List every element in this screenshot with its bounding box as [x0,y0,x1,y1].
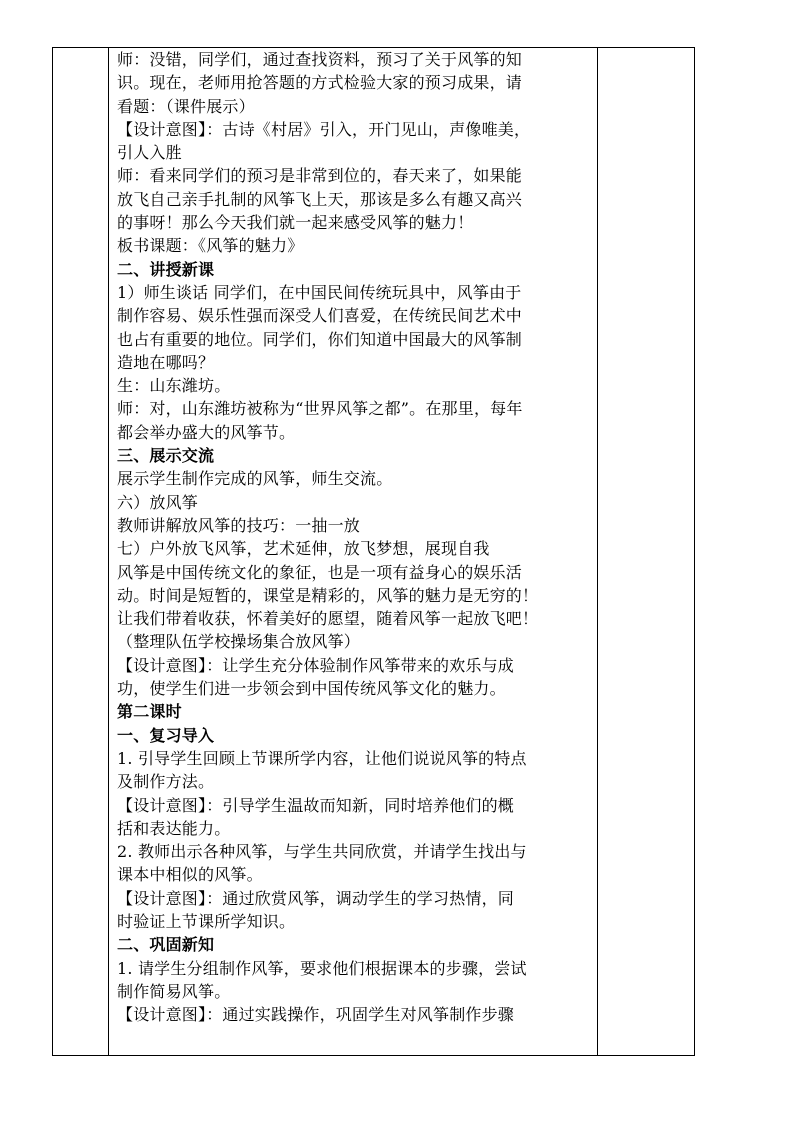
text-line: 也占有重要的地位。同学们，你们知道中国最大的风筝制 [117,329,523,349]
text-line: 都会举办盛大的风筝节。 [117,422,296,442]
text-line: 让我们带着收获，怀着美好的愿望，随着风筝一起放飞吧！ [117,609,539,629]
text-line: 时验证上节课所学知识。 [117,911,296,931]
section-heading: 一、复习导入 [117,725,215,745]
text-line: 及制作方法。 [117,772,215,792]
text-line: 【设计意图】：通过实践操作，巩固学生对风筝制作步骤 [117,1005,515,1025]
section-heading: 第二课时 [117,702,182,722]
text-line: 【设计意图】：古诗《村居》引入，开门见山，声像唯美， [117,119,531,139]
text-line: 师：看来同学们的预习是非常到位的，春天来了，如果能 [117,166,523,186]
text-line: 制作容易、娱乐性强而深受人们喜爱，在传统民间艺术中 [117,306,523,326]
text-line: 展示学生制作完成的风筝，师生交流。 [117,469,393,489]
section-heading: 二、讲授新课 [117,259,215,279]
content-column-cell [109,48,598,1056]
text-line: 放飞自己亲手扎制的风筝飞上天，那该是多么有趣又高兴 [117,189,523,209]
text-line: 1）师生谈话 同学们，在中国民间传统玩具中，风筝由于 [117,282,522,302]
lesson-content [109,48,597,1055]
text-line: 制作简易风筝。 [117,981,231,1001]
table-row [53,48,695,1056]
text-line: 识。现在，老师用抢答题的方式检验大家的预习成果，请 [117,73,523,93]
text-line: 1. 请学生分组制作风筝，要求他们根据课本的步骤，尝试 [117,958,527,978]
text-line: 【设计意图】：让学生充分体验制作风筝带来的欢乐与成 [117,655,515,675]
text-line: 【设计意图】：引导学生温故而知新，同时培养他们的概 [117,795,515,815]
text-line: 板书课题：《风筝的魅力》 [117,236,304,256]
text-line: （整理队伍学校操场集合放风筝） [117,632,361,652]
text-line: 七）户外放飞风筝，艺术延伸，放飞梦想，展现自我 [117,539,490,559]
text-line: 1. 引导学生回顾上节课所学内容，让他们说说风筝的特点 [117,748,527,768]
text-line: 师：对，山东潍坊被称为“世界风筝之都”。在那里，每年 [117,399,523,419]
text-line: 教师讲解放风筝的技巧：一抽一放 [117,515,361,535]
text-line: 风筝是中国传统文化的象征，也是一项有益身心的娱乐活 [117,562,523,582]
lesson-plan-table [52,47,695,1056]
section-heading: 三、展示交流 [117,446,215,466]
text-line: 引人入胜 [117,143,182,163]
text-line: 课本中相似的风筝。 [117,865,263,885]
text-line: 【设计意图】：通过欣赏风筝，调动学生的学习热情，同 [117,888,515,908]
right-column-cell [598,48,695,1056]
text-line: 生：山东潍坊。 [117,376,231,396]
left-column-cell [53,48,109,1056]
text-line: 2. 教师出示各种风筝，与学生共同欣赏，并请学生找出与 [117,842,527,862]
text-line: 的事呀！那么今天我们就一起来感受风筝的魅力！ [117,213,474,233]
text-line: 师：没错，同学们，通过查找资料，预习了关于风筝的知 [117,50,523,69]
text-line: 功，使学生们进一步领会到中国传统风筝文化的魅力。 [117,679,506,699]
text-line: 看题：（课件展示） [117,96,255,116]
text-line: 括和表达能力。 [117,818,231,838]
text-line: 造地在哪吗？ [117,352,215,372]
text-line: 六）放风筝 [117,492,199,512]
text-line: 动。时间是短暂的，课堂是精彩的，风筝的魅力是无穷的！ [117,585,539,605]
section-heading: 二、巩固新知 [117,935,215,955]
